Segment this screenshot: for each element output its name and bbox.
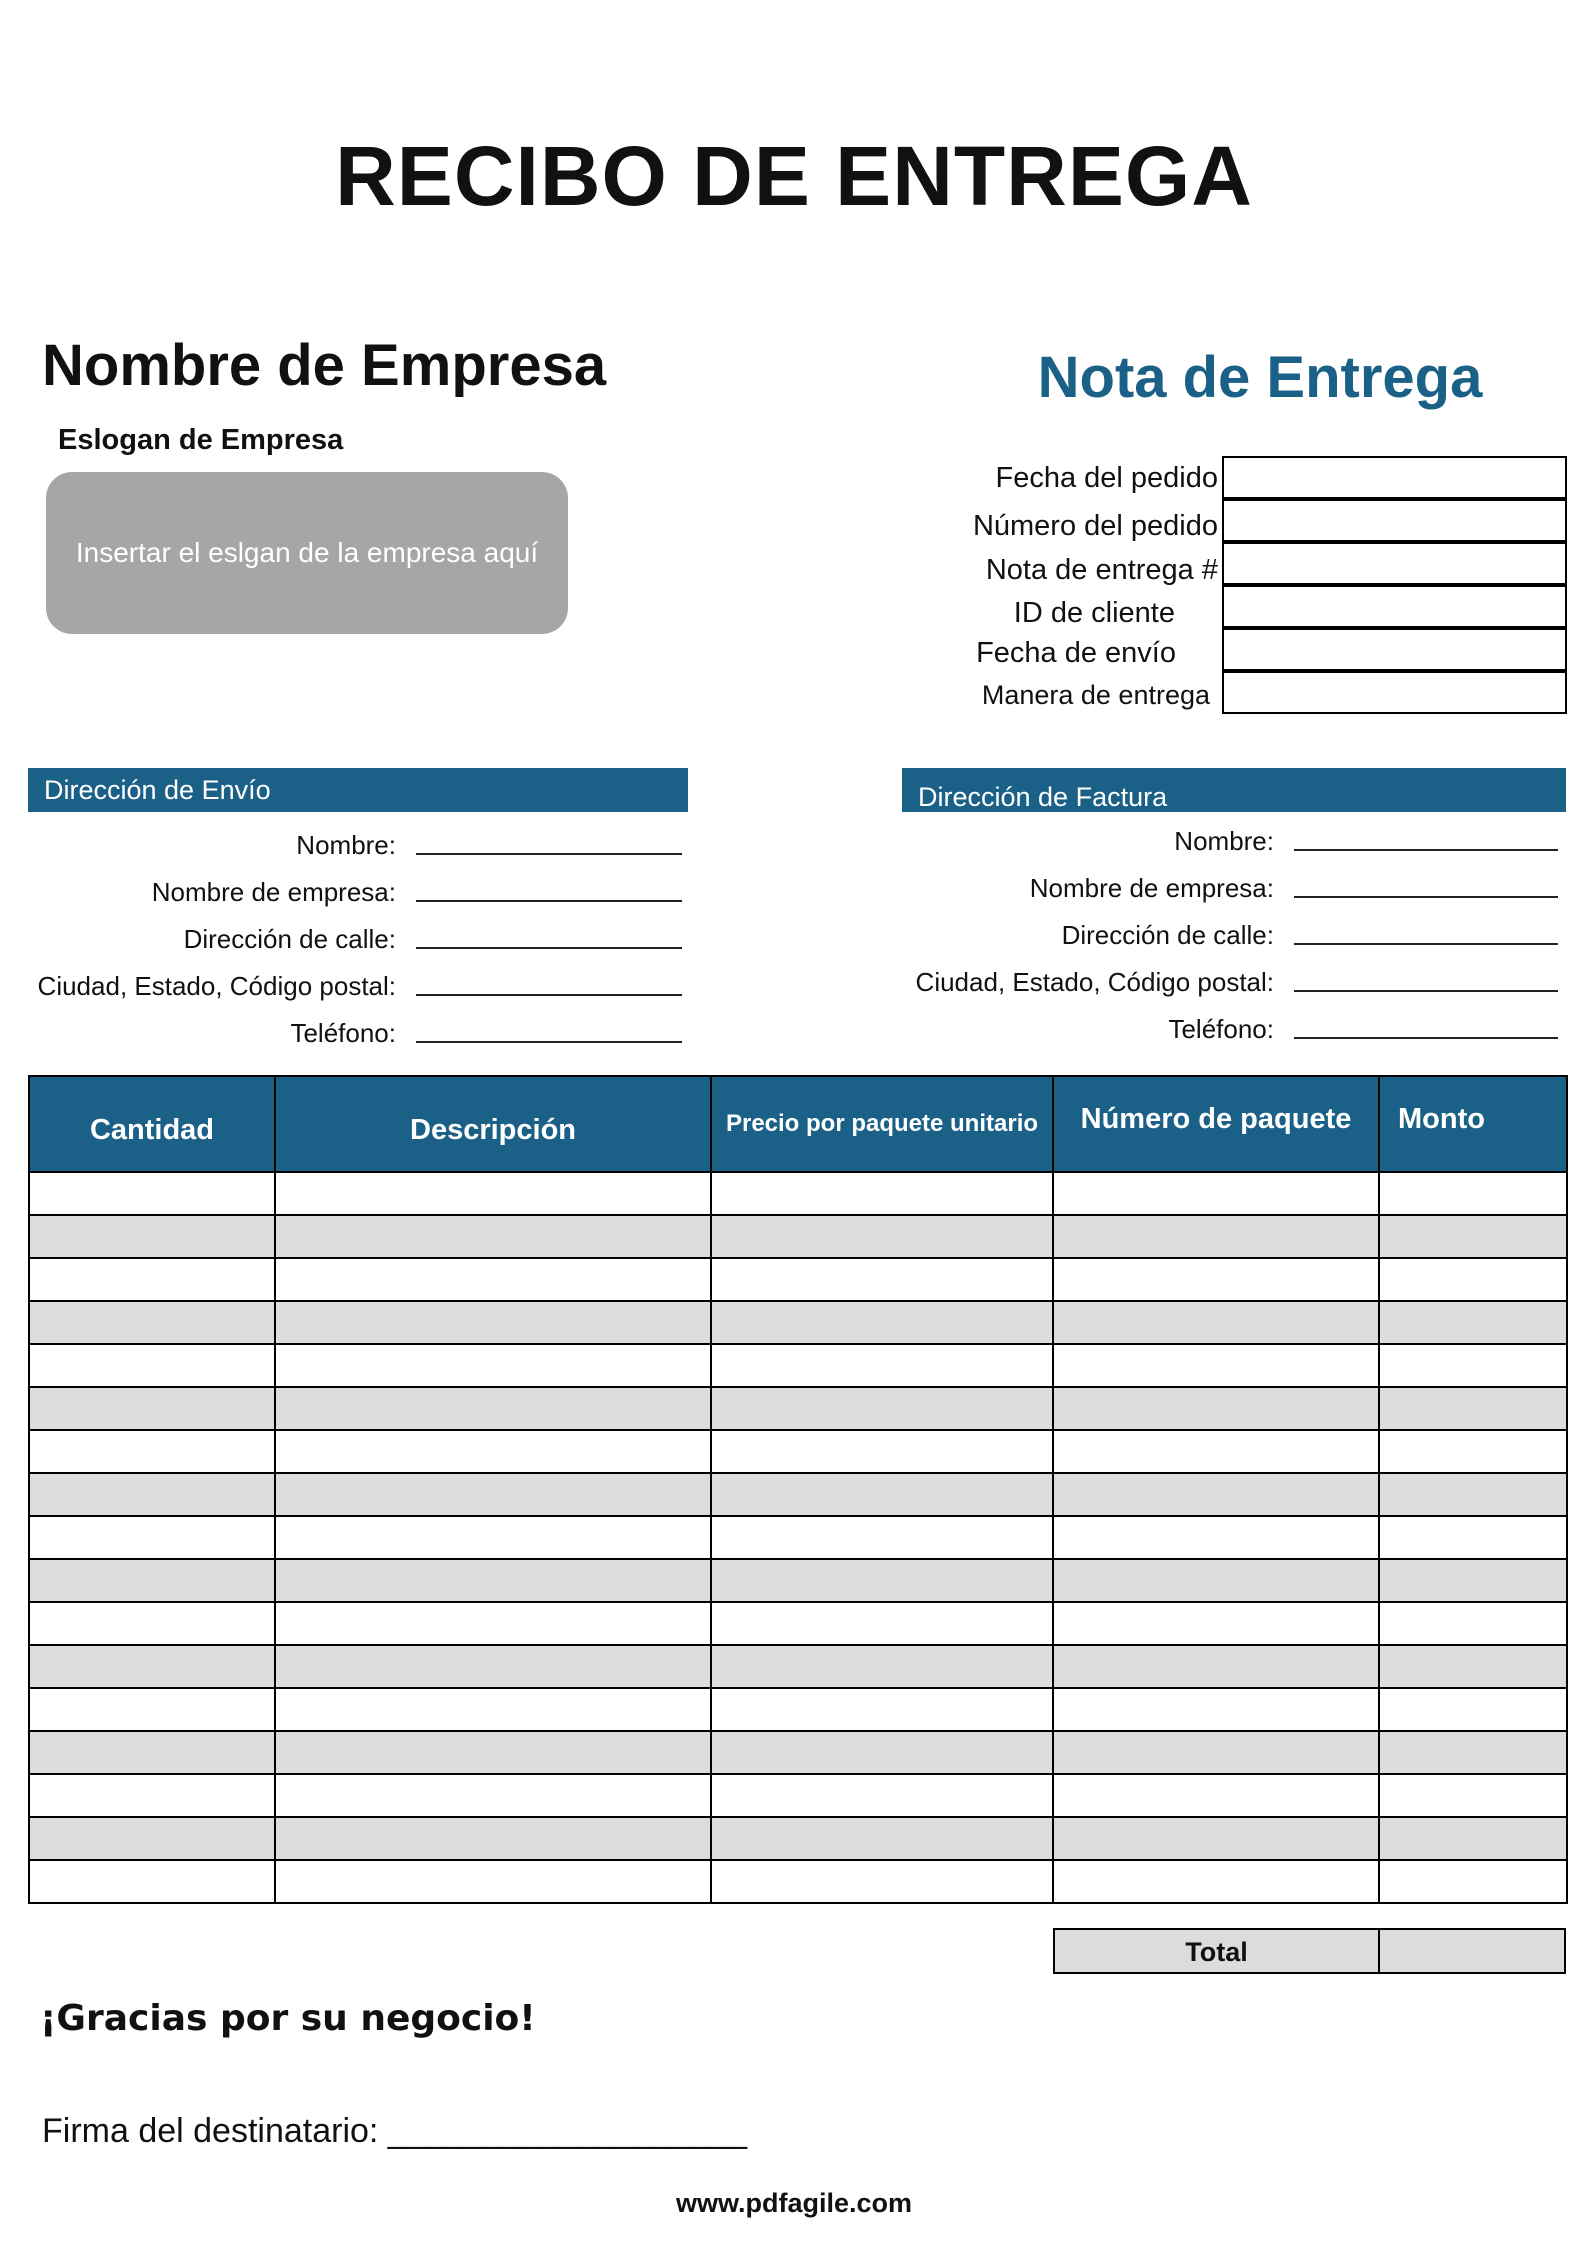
cell-quantity[interactable] [29, 1731, 275, 1774]
billing-phone-line[interactable] [1294, 1037, 1558, 1039]
table-row [29, 1731, 1567, 1774]
table-row [29, 1516, 1567, 1559]
column-header-quantity: Cantidad [29, 1076, 275, 1172]
cell-description[interactable] [275, 1258, 711, 1301]
cell-quantity[interactable] [29, 1215, 275, 1258]
customer-id-label: ID de cliente [1013, 597, 1175, 629]
cell-unit-price[interactable] [711, 1731, 1053, 1774]
cell-description[interactable] [275, 1473, 711, 1516]
items-table-header [29, 1076, 1567, 1172]
shipping-street-label: Dirección de calle: [183, 924, 396, 954]
billing-company-line[interactable] [1294, 896, 1558, 898]
cell-quantity[interactable] [29, 1645, 275, 1688]
cell-package-number[interactable] [1053, 1774, 1379, 1817]
shipping-phone-line[interactable] [416, 1041, 682, 1043]
table-row [29, 1559, 1567, 1602]
billing-company-label: Nombre de empresa: [1029, 873, 1274, 903]
cell-description[interactable] [275, 1387, 711, 1430]
table-row [29, 1344, 1567, 1387]
cell-package-number[interactable] [1053, 1473, 1379, 1516]
shipping-address-header: Dirección de Envío [28, 768, 688, 812]
delivery-note-number-field[interactable] [1222, 542, 1567, 585]
recipient-signature-line[interactable]: Firma del destinatario: ___________________ [42, 2112, 748, 2150]
column-header-amount: Monto [1379, 1076, 1567, 1172]
cell-unit-price[interactable] [711, 1215, 1053, 1258]
table-row [29, 1817, 1567, 1860]
cell-amount[interactable] [1379, 1172, 1567, 1215]
cell-description[interactable] [275, 1516, 711, 1559]
cell-package-number[interactable] [1053, 1387, 1379, 1430]
cell-amount[interactable] [1379, 1516, 1567, 1559]
shipping-street-line[interactable] [416, 947, 682, 949]
cell-description[interactable] [275, 1645, 711, 1688]
billing-street-line[interactable] [1294, 943, 1558, 945]
cell-unit-price[interactable] [711, 1817, 1053, 1860]
cell-quantity[interactable] [29, 1473, 275, 1516]
cell-description[interactable] [275, 1774, 711, 1817]
cell-package-number[interactable] [1053, 1172, 1379, 1215]
table-row [29, 1774, 1567, 1817]
cell-unit-price[interactable] [711, 1301, 1053, 1344]
cell-package-number[interactable] [1053, 1344, 1379, 1387]
cell-description[interactable] [275, 1344, 711, 1387]
cell-description[interactable] [275, 1731, 711, 1774]
shipping-phone-label: Teléfono: [290, 1018, 396, 1048]
cell-amount[interactable] [1379, 1430, 1567, 1473]
cell-amount[interactable] [1379, 1215, 1567, 1258]
website-link[interactable]: www.pdfagile.com [675, 2188, 913, 2218]
cell-quantity[interactable] [29, 1774, 275, 1817]
cell-unit-price[interactable] [711, 1387, 1053, 1430]
table-row [29, 1172, 1567, 1215]
billing-city-line[interactable] [1294, 990, 1558, 992]
cell-amount[interactable] [1379, 1774, 1567, 1817]
table-row [29, 1473, 1567, 1516]
shipping-company-line[interactable] [416, 900, 682, 902]
billing-city-label: Ciudad, Estado, Código postal: [915, 967, 1274, 997]
order-number-label: Número del pedido [972, 510, 1218, 542]
slogan-box[interactable] [46, 472, 568, 634]
table-row [29, 1215, 1567, 1258]
customer-id-field[interactable] [1222, 585, 1567, 628]
billing-phone-label: Teléfono: [1168, 1014, 1274, 1044]
cell-quantity[interactable] [29, 1602, 275, 1645]
cell-description[interactable] [275, 1688, 711, 1731]
cell-amount[interactable] [1379, 1602, 1567, 1645]
cell-package-number[interactable] [1053, 1559, 1379, 1602]
items-table-body [29, 1172, 1567, 1903]
cell-package-number[interactable] [1053, 1301, 1379, 1344]
cell-unit-price[interactable] [711, 1645, 1053, 1688]
cell-package-number[interactable] [1053, 1602, 1379, 1645]
shipping-city-label: Ciudad, Estado, Código postal: [37, 971, 396, 1001]
cell-description[interactable] [275, 1602, 711, 1645]
shipping-name-line[interactable] [416, 853, 682, 855]
cell-unit-price[interactable] [711, 1559, 1053, 1602]
cell-description[interactable] [275, 1301, 711, 1344]
column-header-unit-price: Precio por paquete unitario [711, 1076, 1053, 1172]
cell-quantity[interactable] [29, 1817, 275, 1860]
cell-unit-price[interactable] [711, 1602, 1053, 1645]
cell-amount[interactable] [1379, 1559, 1567, 1602]
cell-unit-price[interactable] [711, 1473, 1053, 1516]
shipping-city-line[interactable] [416, 994, 682, 996]
slogan-label: Eslogan de Empresa [58, 424, 344, 456]
cell-amount[interactable] [1379, 1731, 1567, 1774]
table-row [29, 1688, 1567, 1731]
table-row [29, 1387, 1567, 1430]
cell-quantity[interactable] [29, 1688, 275, 1731]
cell-amount[interactable] [1379, 1301, 1567, 1344]
cell-package-number[interactable] [1053, 1430, 1379, 1473]
cell-unit-price[interactable] [711, 1688, 1053, 1731]
cell-quantity[interactable] [29, 1387, 275, 1430]
cell-amount[interactable] [1379, 1817, 1567, 1860]
cell-quantity[interactable] [29, 1860, 275, 1903]
cell-quantity[interactable] [29, 1258, 275, 1301]
column-header-package-number: Número de paquete [1053, 1076, 1379, 1172]
column-header-description: Descripción [275, 1076, 711, 1172]
document-title: RECIBO DE ENTREGA [335, 129, 1253, 223]
delivery-note-title: Nota de Entrega [1037, 345, 1483, 410]
order-date-field[interactable] [1222, 456, 1567, 499]
cell-unit-price[interactable] [711, 1258, 1053, 1301]
company-name: Nombre de Empresa [42, 333, 607, 398]
delivery-method-label: Manera de entrega [981, 680, 1210, 710]
table-row [29, 1860, 1567, 1903]
total-label: Total [1053, 1928, 1380, 1974]
cell-amount[interactable] [1379, 1688, 1567, 1731]
cell-package-number[interactable] [1053, 1860, 1379, 1903]
order-date-label: Fecha del pedido [995, 462, 1218, 494]
cell-unit-price[interactable] [711, 1774, 1053, 1817]
cell-amount[interactable] [1379, 1258, 1567, 1301]
cell-quantity[interactable] [29, 1172, 275, 1215]
cell-quantity[interactable] [29, 1430, 275, 1473]
cell-package-number[interactable] [1053, 1817, 1379, 1860]
ship-date-label: Fecha de envío [976, 637, 1176, 669]
shipping-company-label: Nombre de empresa: [151, 877, 396, 907]
cell-quantity[interactable] [29, 1559, 275, 1602]
cell-quantity[interactable] [29, 1344, 275, 1387]
items-table [28, 1075, 1568, 1904]
cell-amount[interactable] [1379, 1860, 1567, 1903]
billing-name-line[interactable] [1294, 849, 1558, 851]
table-row [29, 1602, 1567, 1645]
cell-unit-price[interactable] [711, 1860, 1053, 1903]
table-row [29, 1301, 1567, 1344]
cell-package-number[interactable] [1053, 1731, 1379, 1774]
cell-description[interactable] [275, 1860, 711, 1903]
cell-description[interactable] [275, 1559, 711, 1602]
table-row [29, 1258, 1567, 1301]
total-value-cell[interactable] [1378, 1928, 1566, 1974]
cell-package-number[interactable] [1053, 1215, 1379, 1258]
billing-address-header: Dirección de Factura [902, 768, 1566, 812]
order-number-field[interactable] [1222, 499, 1567, 542]
slogan-placeholder: Insertar el eslgan de la empresa aquí [75, 537, 539, 568]
cell-package-number[interactable] [1053, 1516, 1379, 1559]
cell-quantity[interactable] [29, 1516, 275, 1559]
delivery-note-number-label: Nota de entrega # [985, 554, 1218, 586]
cell-amount[interactable] [1379, 1344, 1567, 1387]
billing-name-label: Nombre: [1174, 826, 1274, 856]
cell-amount[interactable] [1379, 1645, 1567, 1688]
cell-package-number[interactable] [1053, 1688, 1379, 1731]
shipping-name-label: Nombre: [296, 830, 396, 860]
cell-description[interactable] [275, 1817, 711, 1860]
cell-quantity[interactable] [29, 1301, 275, 1344]
cell-unit-price[interactable] [711, 1430, 1053, 1473]
cell-description[interactable] [275, 1215, 711, 1258]
cell-description[interactable] [275, 1430, 711, 1473]
cell-unit-price[interactable] [711, 1172, 1053, 1215]
cell-unit-price[interactable] [711, 1344, 1053, 1387]
total-row [1053, 1928, 1566, 1974]
cell-package-number[interactable] [1053, 1258, 1379, 1301]
cell-amount[interactable] [1379, 1473, 1567, 1516]
cell-unit-price[interactable] [711, 1516, 1053, 1559]
cell-description[interactable] [275, 1172, 711, 1215]
billing-street-label: Dirección de calle: [1061, 920, 1274, 950]
ship-date-field[interactable] [1222, 628, 1567, 671]
delivery-method-field[interactable] [1222, 671, 1567, 714]
table-row [29, 1645, 1567, 1688]
cell-amount[interactable] [1379, 1387, 1567, 1430]
cell-package-number[interactable] [1053, 1645, 1379, 1688]
table-row [29, 1430, 1567, 1473]
thanks-message: ¡Gracias por su negocio! [40, 1998, 536, 2039]
